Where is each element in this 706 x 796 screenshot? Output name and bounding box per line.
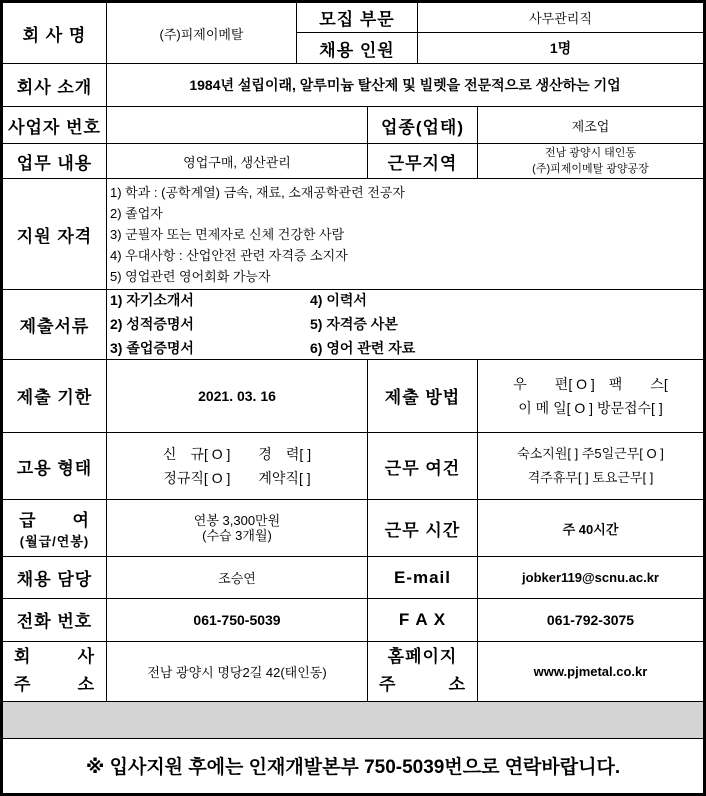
work-location-value: [478, 144, 705, 179]
work-conditions-line1: 숙소지원[ ] 주5일근무[ O ]: [517, 446, 664, 462]
industry-label: 업종(업태): [368, 107, 478, 144]
homepage-label-line1: 홈페이지: [387, 647, 458, 667]
document-item: 2) 성적증명서: [110, 316, 194, 333]
work-location-label: 근무지역: [368, 144, 478, 179]
document-item: 1) 자기소개서: [110, 292, 194, 309]
homepage-label-char: 주: [379, 675, 397, 695]
submit-method-value: [478, 359, 705, 432]
duties-value: 영업구매, 생산관리: [107, 144, 368, 179]
salary-label-sub: (월급/연봉): [19, 534, 90, 550]
homepage-label: [368, 641, 478, 701]
address-label-char: 소: [77, 675, 95, 695]
company-name-label: 회 사 명: [2, 2, 107, 64]
deadline-value: 2021. 03. 16: [107, 359, 368, 432]
fax-value: 061-792-3075: [478, 599, 705, 641]
work-hours-label: 근무 시간: [368, 500, 478, 557]
employment-type-line1: 신 규[ O ] 경 력[ ]: [162, 446, 312, 463]
qualification-item: 4) 우대사항 : 산업안전 관련 자격증 소지자: [110, 247, 348, 263]
recruit-dept-value: 사무관리직: [418, 2, 705, 33]
recruit-dept-label: 모집 부문: [297, 2, 418, 33]
company-name-value: (주)피제이메탈: [107, 2, 297, 64]
address-label-char: 주: [14, 675, 32, 695]
work-hours-value: 주 40시간: [478, 500, 705, 557]
gray-spacer-row: [2, 701, 705, 738]
qualifications-list: [107, 179, 705, 289]
employment-type-line2: 정규직[ O ] 계약직[ ]: [163, 470, 311, 487]
salary-value: [107, 500, 368, 557]
submit-method-label: 제출 방법: [368, 359, 478, 432]
qualifications-label: 지원 자격: [2, 179, 107, 289]
industry-value: 제조업: [478, 107, 705, 144]
phone-label: 전화 번호: [2, 599, 107, 641]
document-item: 4) 이력서: [310, 292, 367, 309]
fax-label: F A X: [368, 599, 478, 641]
homepage-value[interactable]: www.pjmetal.co.kr: [478, 641, 705, 701]
salary-label-main: 급 여: [19, 511, 90, 531]
employment-type-label: 고용 형태: [2, 433, 107, 500]
deadline-label: 제출 기한: [2, 359, 107, 432]
document-item: 5) 자격증 사본: [310, 316, 398, 333]
contact-person-value: 조승연: [107, 557, 368, 599]
biz-number-label: 사업자 번호: [2, 107, 107, 144]
work-location-line2: (주)피제이메탈 광양공장: [532, 163, 649, 176]
document-item: 3) 졸업증명서: [110, 340, 194, 357]
salary-label: [2, 500, 107, 557]
document-item: 6) 영어 관련 자료: [310, 340, 416, 357]
qualification-item: 1) 학과 : (공학계열) 금속, 재료, 소재공학관련 전공자: [110, 184, 405, 200]
salary-line1: 연봉 3,300만원: [193, 513, 281, 529]
work-location-line1: 전남 광양시 태인동: [544, 147, 637, 160]
documents-list: [107, 289, 705, 359]
submit-method-line2: 이 메 일[ O ] 방문접수[ ]: [518, 399, 663, 416]
qualification-item: 5) 영업관련 영어회화 가능자: [110, 268, 271, 284]
email-value[interactable]: jobker119@scnu.ac.kr: [478, 557, 705, 599]
documents-label: 제출서류: [2, 289, 107, 359]
duties-label: 업무 내용: [2, 144, 107, 179]
headcount-label: 채용 인원: [297, 33, 418, 64]
qualification-item: 2) 졸업자: [110, 205, 163, 221]
work-conditions-line2: 격주휴무[ ] 토요근무[ ]: [527, 470, 654, 486]
biz-number-value: [107, 107, 368, 144]
email-label: E-mail: [368, 557, 478, 599]
employment-type-value: [107, 433, 368, 500]
intro-label: 회사 소개: [2, 64, 107, 107]
headcount-value: 1명: [418, 33, 705, 64]
work-conditions-label: 근무 여건: [368, 433, 478, 500]
address-value: 전남 광양시 명당2길 42(태인동): [107, 641, 368, 701]
qualification-item: 3) 군필자 또는 면제자로 신체 건강한 사람: [110, 226, 345, 242]
salary-line2: (수습 3개월): [202, 528, 272, 544]
phone-value: 061-750-5039: [107, 599, 368, 641]
address-label: [2, 641, 107, 701]
work-conditions-value: [478, 433, 705, 500]
homepage-label-char: 소: [448, 675, 467, 695]
contact-notice: ※ 입사지원 후에는 인재개발본부 750-5039번으로 연락바랍니다.: [2, 738, 705, 794]
address-label-char: 회: [14, 647, 32, 667]
submit-method-line1: 우 편[ O ] 팩 스[: [513, 375, 668, 392]
address-label-char: 사: [77, 647, 95, 667]
contact-person-label: 채용 담당: [2, 557, 107, 599]
intro-value: 1984년 설립이래, 알루미늄 탈산제 및 빌렛을 전문적으로 생산하는 기업: [107, 64, 705, 107]
